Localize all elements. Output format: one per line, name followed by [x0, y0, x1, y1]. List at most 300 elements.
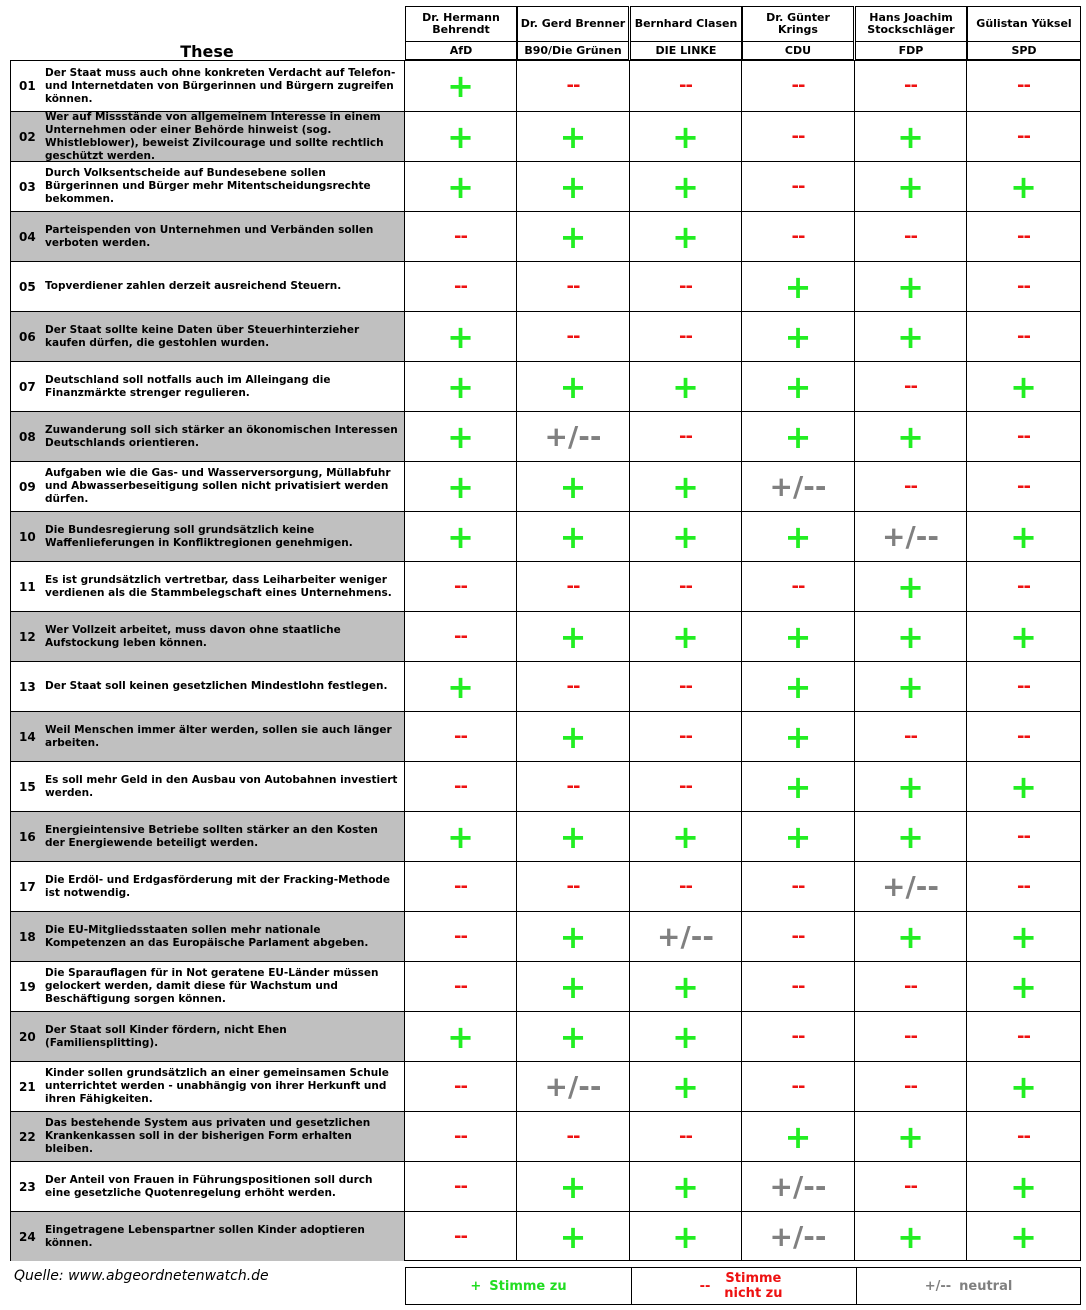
vote-cell: [404, 862, 516, 911]
agree-icon: +: [447, 417, 474, 456]
thesis-text: Deutschland soll notfalls auch im Alleingang die Finanzmärkte strenger regulieren.: [45, 373, 331, 399]
plus-icon: +: [470, 1278, 482, 1294]
vote-cell: [404, 1162, 516, 1211]
vote-cell: [854, 762, 966, 811]
disagree-icon: --: [454, 725, 467, 747]
table-row: [11, 1061, 1080, 1111]
vote-cell: [854, 162, 966, 211]
disagree-icon: --: [1017, 1025, 1030, 1047]
table-row: [11, 761, 1080, 811]
candidate-header: [855, 6, 967, 60]
vote-cell: [741, 212, 854, 261]
vote-cell: [741, 912, 854, 961]
vote-cell: [741, 262, 854, 311]
table-row: [11, 161, 1080, 211]
table-row: [11, 711, 1080, 761]
vote-cell: [629, 762, 741, 811]
agree-icon: +: [784, 1117, 812, 1156]
disagree-icon: --: [454, 225, 467, 247]
table-row: [11, 511, 1080, 561]
vote-cell: [854, 862, 966, 911]
thesis-text: Weil Menschen immer älter werden, sollen sie auch länger arbeiten.: [45, 723, 392, 749]
agree-icon: +: [559, 1217, 587, 1256]
disagree-icon: --: [566, 675, 580, 697]
vote-cell: [516, 362, 629, 411]
vote-cell: [516, 61, 629, 111]
agree-icon: +: [559, 617, 587, 656]
disagree-icon: --: [904, 1175, 917, 1197]
vote-cell: [516, 762, 629, 811]
vote-cell: [404, 412, 516, 461]
agree-icon: +: [897, 317, 924, 356]
candidate-party: SPD: [967, 42, 1081, 60]
neutral-icon: +/--: [657, 919, 714, 953]
vote-cell: [966, 612, 1080, 661]
thesis-text: Es soll mehr Geld in den Ausbau von Autobahnen investiert werden.: [45, 773, 398, 799]
agree-icon: +: [784, 367, 812, 406]
neutral-icon: +/--: [769, 469, 827, 503]
thesis-cell: [11, 1112, 404, 1161]
vote-cell: [966, 312, 1080, 361]
vote-cell: [516, 1012, 629, 1061]
candidate-party: CDU: [742, 42, 854, 60]
legend-neutral: [856, 1268, 1080, 1304]
vote-cell: [404, 61, 516, 111]
table-row: [11, 861, 1080, 911]
vote-cell: [404, 312, 516, 361]
vote-cell: [404, 712, 516, 761]
vote-cell: [966, 462, 1080, 511]
agree-icon: +: [672, 1067, 699, 1106]
disagree-icon: --: [454, 875, 467, 897]
table-row: [11, 661, 1080, 711]
vote-cell: [741, 612, 854, 661]
disagree-icon: --: [1017, 725, 1030, 747]
vote-cell: [404, 212, 516, 261]
vote-cell: [741, 762, 854, 811]
agree-icon: +: [1010, 1217, 1037, 1256]
disagree-icon: --: [454, 1125, 467, 1147]
thesis-number: 08: [19, 429, 36, 444]
agree-icon: +: [672, 217, 699, 256]
vote-cell: [966, 1112, 1080, 1161]
disagree-icon: --: [791, 225, 805, 247]
vote-cell: [741, 1012, 854, 1061]
vote-cell: [854, 212, 966, 261]
vote-cell: [854, 412, 966, 461]
thesis-cell: [11, 212, 404, 261]
vote-cell: [404, 562, 516, 611]
neutral-icon: +/--: [769, 1219, 827, 1253]
disagree-icon: --: [791, 75, 805, 96]
agree-icon: +: [784, 517, 812, 556]
disagree-icon: --: [904, 375, 917, 397]
legend: [405, 1267, 1081, 1305]
vote-cell: [516, 112, 629, 161]
vote-cell: [966, 112, 1080, 161]
vote-cell: [854, 812, 966, 861]
thesis-text: Aufgaben wie die Gas- und Wasserversorgung, Müllabfuhr und Abwasserbeseitigung sollen nicht privatisiert werden dürfen.: [45, 467, 391, 505]
disagree-icon: --: [1017, 425, 1030, 447]
vote-cell: [854, 462, 966, 511]
agree-icon: +: [559, 917, 587, 956]
agree-icon: +: [897, 767, 924, 806]
table-row: [11, 461, 1080, 511]
thesis-number: 22: [19, 1129, 36, 1144]
disagree-icon: --: [904, 975, 917, 997]
vote-cell: [629, 1012, 741, 1061]
thesis-text: Eingetragene Lebenspartner sollen Kinder adoptieren können.: [45, 1223, 365, 1249]
thesis-cell: [11, 1162, 404, 1211]
thesis-number: 23: [19, 1179, 36, 1194]
thesis-number: 16: [19, 829, 36, 844]
candidate-header: [405, 6, 517, 60]
disagree-icon: --: [566, 775, 580, 797]
vote-cell: [516, 712, 629, 761]
vote-cell: [854, 262, 966, 311]
vote-cell: [629, 262, 741, 311]
disagree-icon: --: [1017, 275, 1030, 297]
vote-cell: [629, 962, 741, 1011]
vote-cell: [966, 1062, 1080, 1111]
agree-icon: +: [897, 917, 924, 956]
table-row: [11, 1211, 1080, 1261]
candidate-name: Bernhard Clasen: [630, 6, 742, 42]
agree-icon: +: [897, 167, 924, 206]
neutral-icon: +/--: [544, 1069, 602, 1103]
thesis-number: 15: [19, 779, 36, 794]
thesis-number: 09: [19, 479, 36, 494]
thesis-cell: [11, 312, 404, 361]
thesis-cell: [11, 662, 404, 711]
thesis-text: Das bestehende System aus privaten und gesetzlichen Krankenkassen soll in der bisherigen Form erhalten bleiben.: [45, 1117, 371, 1155]
vote-cell: [629, 112, 741, 161]
vote-cell: [741, 1112, 854, 1161]
thesis-number: 24: [19, 1229, 36, 1244]
disagree-icon: --: [679, 1125, 692, 1147]
vote-cell: [854, 312, 966, 361]
agree-icon: +: [447, 517, 474, 556]
vote-cell: [854, 1012, 966, 1061]
agree-icon: +: [897, 667, 924, 706]
thesis-text: Zuwanderung soll sich stärker an ökonomischen Interessen Deutschlands orientieren.: [45, 423, 398, 449]
thesis-cell: [11, 1212, 404, 1261]
vote-cell: [629, 1112, 741, 1161]
vote-cell: [516, 312, 629, 361]
thesis-number: 14: [19, 729, 36, 744]
disagree-icon: --: [679, 675, 692, 697]
disagree-icon: --: [791, 1025, 805, 1047]
candidate-party: B90/Die Grünen: [517, 42, 629, 60]
agree-icon: +: [559, 817, 587, 856]
vote-cell: [404, 362, 516, 411]
thesis-cell: [11, 912, 404, 961]
neutral-icon: +/--: [769, 1169, 827, 1203]
vote-cell: [966, 712, 1080, 761]
disagree-icon: --: [454, 975, 467, 997]
candidate-name: Dr. Gerd Brenner: [517, 6, 629, 42]
neutral-icon: +/--: [882, 869, 939, 903]
disagree-icon: --: [566, 75, 580, 96]
vote-cell: [629, 812, 741, 861]
thesis-number: 01: [19, 79, 36, 93]
thesis-cell: [11, 762, 404, 811]
vote-cell: [629, 1212, 741, 1261]
agree-icon: +: [447, 667, 474, 706]
agree-icon: +: [897, 817, 924, 856]
candidate-name: Dr. Günter Krings: [742, 6, 854, 42]
candidate-party: DIE LINKE: [630, 42, 742, 60]
agree-icon: +: [897, 1117, 924, 1156]
vote-cell: [966, 512, 1080, 561]
candidate-header: [630, 6, 742, 60]
disagree-icon: --: [791, 875, 805, 897]
table-row: [11, 811, 1080, 861]
vote-cell: [741, 1212, 854, 1261]
thesis-number: 10: [19, 529, 36, 544]
vote-cell: [404, 512, 516, 561]
vote-cell: [741, 412, 854, 461]
vote-cell: [629, 312, 741, 361]
vote-cell: [966, 812, 1080, 861]
disagree-icon: --: [679, 425, 692, 447]
vote-cell: [854, 662, 966, 711]
vote-cell: [404, 162, 516, 211]
thesis-text: Wer auf Missstände von allgemeinem Interesse in einem Unternehmen oder einer Behörde hinweist (sog. Whistleblower), beweist Zivilcourage und sollte rechtlich geschützt werden.: [45, 110, 384, 162]
table-row: [11, 611, 1080, 661]
vote-cell: [741, 712, 854, 761]
agree-icon: +: [1010, 517, 1037, 556]
vote-cell: [966, 662, 1080, 711]
thesis-text: Energieintensive Betriebe sollten stärker an den Kosten der Energiewende beteiligt werden.: [45, 823, 378, 849]
agree-icon: +: [447, 317, 474, 356]
vote-cell: [404, 462, 516, 511]
vote-cell: [516, 1212, 629, 1261]
candidate-header: [967, 6, 1081, 60]
table-row: [11, 361, 1080, 411]
vote-cell: [629, 362, 741, 411]
table-row: [11, 1011, 1080, 1061]
disagree-icon: --: [454, 1175, 467, 1197]
thesis-number: 18: [19, 929, 36, 944]
vote-cell: [854, 1112, 966, 1161]
vote-cell: [404, 1112, 516, 1161]
vote-cell: [629, 1062, 741, 1111]
agree-icon: +: [1010, 167, 1037, 206]
disagree-icon: --: [1017, 225, 1030, 247]
table-row: [11, 1111, 1080, 1161]
vote-cell: [854, 562, 966, 611]
agree-icon: +: [559, 167, 587, 206]
table-row: [11, 411, 1080, 461]
disagree-icon: --: [679, 725, 692, 747]
vote-cell: [516, 512, 629, 561]
theses-table: [10, 60, 1081, 1261]
vote-cell: [516, 262, 629, 311]
agree-icon: +: [559, 1017, 587, 1056]
candidate-party: FDP: [855, 42, 967, 60]
agree-icon: +: [672, 817, 699, 856]
disagree-icon: --: [904, 725, 917, 747]
vote-cell: [404, 112, 516, 161]
vote-cell: [741, 462, 854, 511]
vote-cell: [966, 762, 1080, 811]
vote-cell: [629, 61, 741, 111]
agree-icon: +: [447, 167, 474, 206]
agree-icon: +: [447, 467, 474, 506]
disagree-icon: --: [454, 275, 467, 297]
agree-icon: +: [1010, 967, 1037, 1006]
thesis-cell: [11, 862, 404, 911]
vote-cell: [966, 962, 1080, 1011]
agree-icon: +: [784, 667, 812, 706]
vote-cell: [629, 712, 741, 761]
disagree-icon: --: [679, 775, 692, 797]
agree-icon: +: [447, 817, 474, 856]
disagree-icon: --: [1017, 1125, 1030, 1147]
thesis-cell: [11, 712, 404, 761]
agree-icon: +: [784, 617, 812, 656]
thesis-cell: [11, 162, 404, 211]
thesis-text: Der Anteil von Frauen in Führungspositionen soll durch eine gesetzliche Quotenregelung erhöht werden.: [45, 1173, 373, 1199]
vote-cell: [404, 912, 516, 961]
vote-cell: [741, 512, 854, 561]
table-row: [11, 911, 1080, 961]
disagree-icon: --: [791, 125, 805, 147]
vote-cell: [741, 112, 854, 161]
agree-icon: +: [559, 1167, 587, 1206]
disagree-icon: --: [791, 575, 805, 597]
disagree-icon: --: [454, 625, 467, 647]
agree-icon: +: [672, 467, 699, 506]
candidate-name: Gülistan Yüksel: [967, 6, 1081, 42]
thesis-number: 19: [19, 979, 36, 994]
vote-cell: [516, 812, 629, 861]
thesis-cell: [11, 362, 404, 411]
disagree-icon: --: [904, 1075, 917, 1097]
thesis-cell: [11, 562, 404, 611]
disagree-icon: --: [454, 925, 467, 947]
agree-icon: +: [672, 617, 699, 656]
thesis-text: Parteispenden von Unternehmen und Verbänden sollen verboten werden.: [45, 223, 374, 249]
agree-icon: +: [447, 367, 474, 406]
vote-cell: [516, 1162, 629, 1211]
disagree-icon: --: [566, 875, 580, 897]
disagree-icon: --: [904, 225, 917, 247]
thesis-cell: [11, 612, 404, 661]
agree-icon: +: [559, 967, 587, 1006]
thesis-number: 03: [19, 179, 36, 194]
vote-cell: [854, 112, 966, 161]
vote-cell: [966, 1162, 1080, 1211]
vote-cell: [404, 262, 516, 311]
neutral-icon: +/--: [924, 1278, 952, 1294]
disagree-icon: --: [454, 1225, 467, 1247]
disagree-icon: --: [791, 975, 805, 997]
disagree-icon: --: [566, 575, 580, 597]
vote-cell: [741, 162, 854, 211]
agree-icon: +: [1010, 617, 1037, 656]
vote-cell: [404, 762, 516, 811]
thesis-text: Es ist grundsätzlich vertretbar, dass Leiharbeiter weniger verdienen als die Stammbelegschaft eines Unternehmens.: [45, 573, 392, 599]
candidate-header: [517, 6, 629, 60]
disagree-icon: --: [1017, 875, 1030, 897]
agree-icon: +: [1010, 917, 1037, 956]
agree-icon: +: [447, 117, 474, 156]
vote-cell: [854, 1162, 966, 1211]
agree-icon: +: [1010, 1167, 1037, 1206]
table-row: [11, 261, 1080, 311]
vote-cell: [516, 462, 629, 511]
thesis-cell: [11, 1062, 404, 1111]
thesis-text: Die Bundesregierung soll grundsätzlich keine Waffenlieferungen in Konfliktregionen genehmigen.: [45, 523, 353, 549]
vote-cell: [404, 1012, 516, 1061]
disagree-icon: --: [1017, 475, 1030, 497]
thesis-cell: [11, 112, 404, 161]
agree-icon: +: [1010, 1067, 1037, 1106]
vote-cell: [741, 662, 854, 711]
legend-disagree-label: Stimme nicht zu: [724, 1271, 783, 1301]
agree-icon: +: [897, 617, 924, 656]
thesis-text: Wer Vollzeit arbeitet, muss davon ohne staatliche Aufstockung leben können.: [45, 623, 341, 649]
vote-cell: [516, 612, 629, 661]
thesis-text: Die Erdöl- und Erdgasförderung mit der Fracking-Methode ist notwendig.: [45, 873, 391, 899]
vote-cell: [629, 162, 741, 211]
agree-icon: +: [897, 267, 924, 306]
thesis-number: 04: [19, 229, 36, 244]
disagree-icon: --: [1017, 675, 1030, 697]
vote-cell: [854, 362, 966, 411]
neutral-icon: +/--: [882, 519, 939, 553]
vote-cell: [854, 912, 966, 961]
vote-cell: [854, 512, 966, 561]
thesis-cell: [11, 462, 404, 511]
disagree-icon: --: [791, 1075, 805, 1097]
vote-cell: [516, 212, 629, 261]
thesis-cell: [11, 61, 404, 111]
vote-cell: [854, 612, 966, 661]
disagree-icon: --: [566, 275, 580, 297]
vote-cell: [629, 412, 741, 461]
disagree-icon: --: [1017, 325, 1030, 347]
candidate-party: AfD: [405, 42, 517, 60]
legend-neutral-label: neutral: [959, 1278, 1013, 1294]
disagree-icon: --: [679, 325, 692, 347]
agree-icon: +: [672, 517, 699, 556]
agree-icon: +: [672, 1217, 699, 1256]
thesis-number: 17: [19, 879, 36, 894]
vote-cell: [741, 862, 854, 911]
disagree-icon: --: [454, 1075, 467, 1097]
thesis-number: 02: [19, 129, 36, 144]
vote-cell: [966, 1212, 1080, 1261]
vote-cell: [629, 912, 741, 961]
agree-icon: +: [897, 417, 924, 456]
vote-cell: [741, 362, 854, 411]
agree-icon: +: [784, 267, 812, 306]
vote-cell: [629, 612, 741, 661]
thesis-number: 11: [19, 579, 36, 594]
vote-cell: [966, 862, 1080, 911]
thesis-text: Kinder sollen grundsätzlich an einer gemeinsamen Schule unterrichtet werden - unabhängig von ihrer Herkunft und ihren Fähigkeiten.: [45, 1067, 389, 1105]
thesis-cell: [11, 512, 404, 561]
agree-icon: +: [672, 967, 699, 1006]
vote-cell: [404, 1212, 516, 1261]
vote-cell: [516, 1062, 629, 1111]
candidate-name: Dr. Hermann Behrendt: [405, 6, 517, 42]
thesis-text: Der Staat sollte keine Daten über Steuerhinterzieher kaufen dürfen, die gestohlen wurden.: [45, 323, 360, 349]
candidate-name: Hans Joachim Stockschläger: [855, 6, 967, 42]
